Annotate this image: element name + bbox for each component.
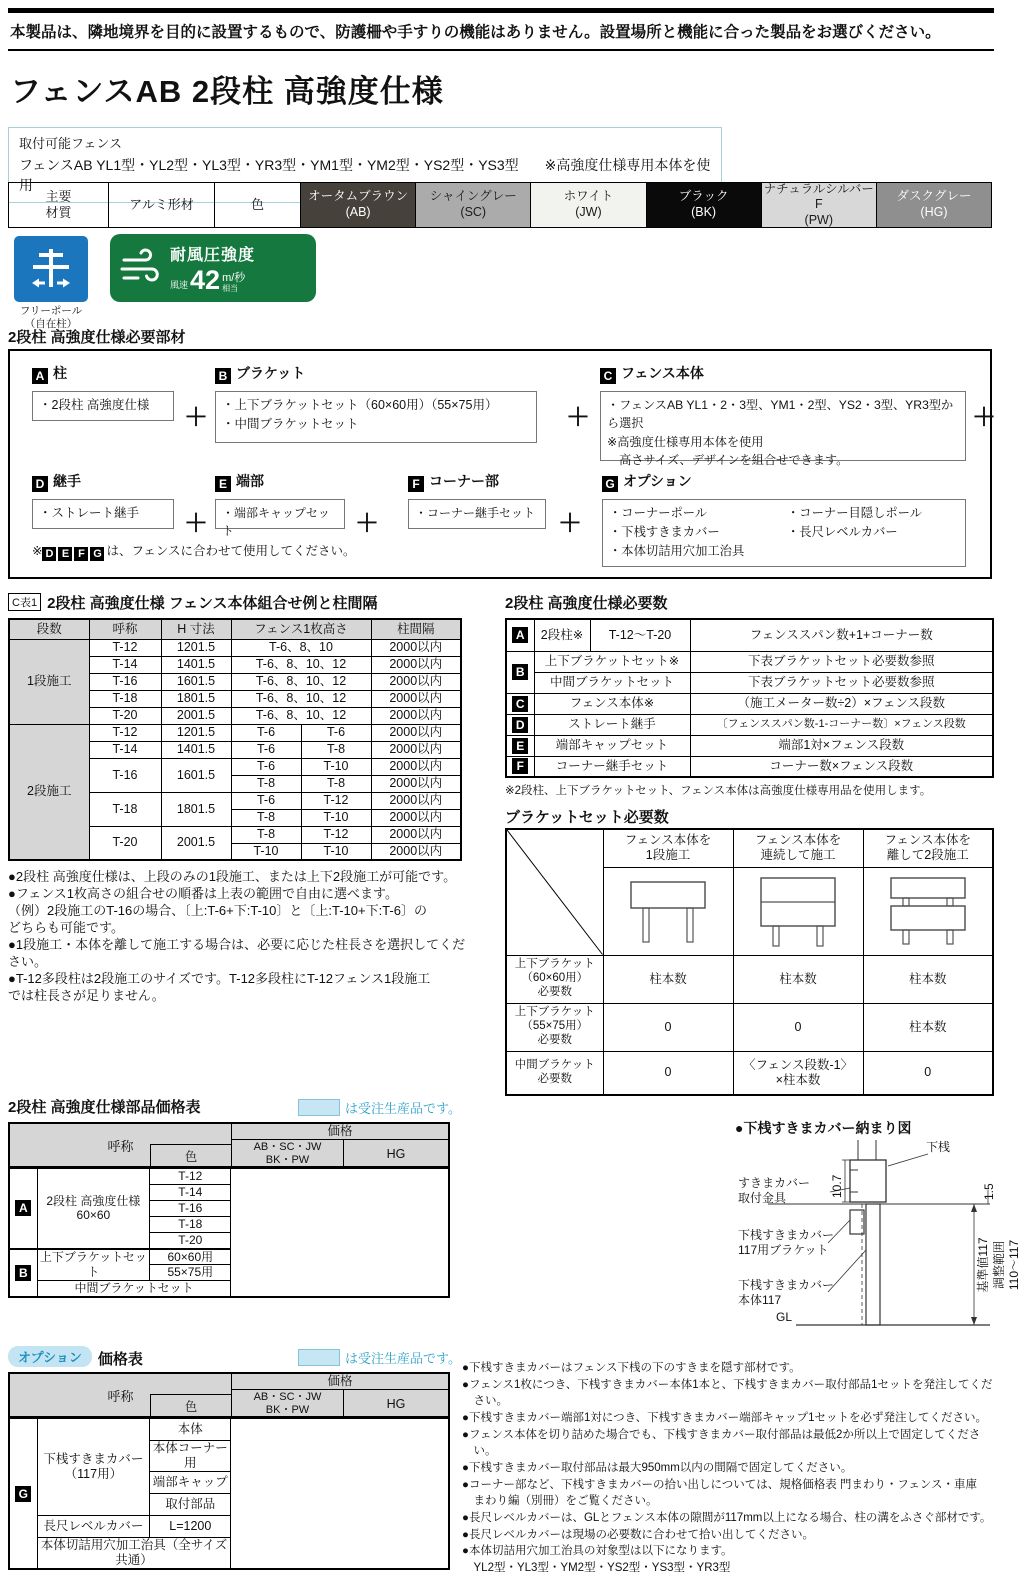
table-cell: 1401.5 <box>161 656 231 673</box>
part-c-title: フェンス本体 <box>621 365 704 381</box>
table-cell: 0 <box>733 1003 863 1051</box>
compatible-fence-note: ※高強度仕様専用本体を使用 <box>19 157 711 193</box>
size-cell: 55×75用 <box>150 1265 231 1281</box>
note-item: ●下桟すきまカバー取付部品は最大950mm以内の間隔で固定してください。 <box>462 1462 853 1475</box>
table-cell: 2000以内 <box>371 673 461 690</box>
part-d-header <box>32 471 81 492</box>
table-cell: 下表ブラケットセット必要数参照 <box>690 651 993 672</box>
table-cell: 2000以内 <box>371 724 461 741</box>
part-g-item <box>602 499 966 567</box>
price-cell-empty <box>231 1419 449 1570</box>
table-cell: 2001.5 <box>161 826 231 860</box>
table-cell: T-8 <box>231 826 301 843</box>
parts-note-letter: F <box>74 547 88 561</box>
made-to-order-legend <box>298 1348 461 1367</box>
wind-prefix: 風速 <box>170 280 189 290</box>
table-cell: T-6、8、10、12 <box>231 673 371 690</box>
col-header: 呼称 <box>89 619 161 639</box>
label-mount-bracket: すきまカバー 取付金具 <box>738 1176 811 1205</box>
color-swatch-pw: ナチュラルシルバーF (PW) <box>762 183 877 227</box>
color-swatch-bk: ブラック (BK) <box>647 183 762 227</box>
letter-badge: C <box>512 696 528 712</box>
table-cell: 2000以内 <box>371 690 461 707</box>
table-cell: 2000以内 <box>371 656 461 673</box>
table-cell: 上下ブラケットセット※ <box>534 651 690 672</box>
part-c-item <box>600 391 966 467</box>
price-col-group <box>231 1374 448 1416</box>
note-item: ●下桟すきまカバー端部1対につき、下桟すきまカバー端部キャップ1セットを必ず発注してください。 <box>462 1412 988 1425</box>
option-table-header <box>8 1372 450 1418</box>
col-header: 柱間隔 <box>371 619 461 639</box>
plus-sign: ＋ <box>355 510 379 537</box>
bracket-table-title: ブラケットセット必要数 <box>505 809 669 826</box>
part-d-line: ・ストレート継手 <box>39 506 140 520</box>
note-item: ●長尺レベルカバーは現場の必要数に合わせて拾い出してください。 <box>462 1528 814 1541</box>
part-a-item <box>32 391 174 421</box>
product-name: 本体切詰用穴加工治具（全サイズ共通） <box>37 1538 231 1570</box>
name-col-header: 呼称 <box>107 1138 134 1154</box>
table-cell: T-16 <box>89 673 161 690</box>
col-header: フェンス1枚高さ <box>231 619 371 639</box>
part-c-line2: ※高強度仕様専用本体を使用 <box>607 434 764 449</box>
fence-diagram-continuous <box>733 867 863 955</box>
part-g-option: ・長尺レベルカバー <box>787 525 898 540</box>
part-f-item <box>408 499 546 529</box>
table-cell: 2000以内 <box>371 809 461 826</box>
color-label: 色 <box>215 183 301 227</box>
wind-title: 耐風圧強度 <box>170 247 256 264</box>
table-cell: T-18 <box>89 792 161 826</box>
note-item: ●2段柱 高強度仕様は、上段のみの1段施工、または上下2段施工が可能です。 <box>8 869 457 884</box>
gap-cover-diagram-title: ●下桟すきまカバー納まり図 <box>735 1120 912 1136</box>
letter-badge: F <box>512 758 528 774</box>
table-cell: 下表ブラケットセット必要数参照 <box>690 672 993 693</box>
group-label: 1段施工 <box>9 639 89 724</box>
size-cell: T-12 <box>150 1169 231 1185</box>
plus-sign: ＋ <box>184 510 208 537</box>
col-header: フェンス本体を 連続して施工 <box>733 829 863 867</box>
letter-badge: D <box>512 717 528 733</box>
part-e-header <box>215 471 264 492</box>
part-b-line2: ・中間ブラケットセット <box>222 416 359 431</box>
color-swatch-ab: オータムブラウン (AB) <box>301 183 416 227</box>
material-label: 主要 材質 <box>9 183 109 227</box>
option-badge: オプション <box>8 1346 92 1367</box>
parts-note-letter: D <box>42 547 56 561</box>
diagonal-line <box>507 830 603 955</box>
table-cell: T-20 <box>89 826 161 860</box>
table-cell: フェンススパン数+1+コーナー数 <box>690 619 993 651</box>
table-cell: 中間ブラケットセット <box>534 672 690 693</box>
wind-suffix: 相当 <box>222 284 239 293</box>
table-cell: 柱本数 <box>863 955 993 1003</box>
part-f-header <box>408 471 499 492</box>
material-color-table <box>8 182 992 228</box>
letter-badge: A <box>512 627 528 643</box>
size-cell: 60×60用 <box>150 1249 231 1265</box>
col-header: 段数 <box>9 619 89 639</box>
part-c-line3: 高さサイズ、デザインを組合せできます。 <box>607 452 849 467</box>
product-name: 長尺レベルカバー <box>37 1516 150 1538</box>
table-cell: 1401.5 <box>161 741 231 758</box>
dim-1-5: 1.5 <box>982 1183 996 1200</box>
legend-swatch <box>298 1099 340 1116</box>
product-name: 中間ブラケットセット <box>37 1281 231 1297</box>
bottom-notes <box>462 1360 996 1577</box>
table-cell: 柱本数 <box>603 955 733 1003</box>
col-header: フェンス本体を 1段施工 <box>603 829 733 867</box>
dim-10-7: 10.7 <box>830 1174 844 1198</box>
option-title-text: 価格表 <box>97 1351 143 1368</box>
price-table-header <box>8 1122 450 1168</box>
table-cell: T-12 <box>301 826 371 843</box>
made-to-order-legend <box>298 1098 461 1117</box>
table-cell: 1801.5 <box>161 792 231 826</box>
combo-table-tag: C表1 <box>8 593 41 611</box>
part-a-letter: A <box>32 368 48 384</box>
part-b-item <box>215 391 537 443</box>
fence-single-icon <box>613 872 723 950</box>
fence-diagram-single <box>603 867 733 955</box>
note-item: ●フェンス1枚高さの組合せの順番は上表の範囲で自由に選べます。 （例）2段施工のT-16の場合、〔上:T-6+下:T-10〕と〔上:T-10+下:T-6〕の どちらも可能です。 <box>8 886 427 936</box>
size-cell: T-16 <box>150 1201 231 1217</box>
table-cell: T-14 <box>89 656 161 673</box>
note-item: ●T-12多段柱は2段施工のサイズです。T-12多段柱にT-12フェンス1段施工 では柱長さが足りません。 <box>8 971 431 1004</box>
fence-continuous-icon <box>743 872 853 950</box>
letter-badge: E <box>512 738 528 754</box>
row-label: 上下ブラケット （60×60用） 必要数 <box>506 955 603 1003</box>
size-cell: 本体コーナー用 <box>150 1441 231 1472</box>
part-a-line: ・2段柱 高強度仕様 <box>39 398 150 412</box>
part-g-letter: G <box>602 476 618 492</box>
part-b-letter: B <box>215 368 231 384</box>
price-col1-header: AB・SC・JW BK・PW <box>232 1390 344 1417</box>
price-col2-header: HG <box>386 1396 406 1411</box>
row-letter-cell <box>506 756 534 777</box>
parts-note-text: は、フェンスに合わせて使用してください。 <box>106 544 356 558</box>
letter-badge: A <box>15 1200 31 1216</box>
price-cell-empty <box>231 1169 449 1297</box>
price-table-body <box>8 1168 450 1298</box>
table-cell: 2000以内 <box>371 843 461 860</box>
table-cell: T-6、8、10 <box>231 639 371 656</box>
price-table-title: 2段柱 高強度仕様部品価格表 <box>8 1099 201 1116</box>
gap-cover-diagram <box>738 1140 1022 1345</box>
size-cell: T-18 <box>150 1217 231 1233</box>
note-item: ●コーナー部など、下桟すきまカバーの拾い出しについては、規格価格表 門まわり・フェンス・車庫 まわり編（別冊）をご覧ください。 <box>462 1478 977 1508</box>
part-f-line: ・コーナー継手セット <box>415 506 536 520</box>
table-cell: T-6、8、10、12 <box>231 707 371 724</box>
table-cell: フェンス本体※ <box>534 693 690 714</box>
product-name: 上下ブラケットセット <box>37 1249 150 1281</box>
parts-note-letter: G <box>90 547 104 561</box>
product-name: 2段柱 高強度仕様 60×60 <box>37 1169 150 1249</box>
row-letter-cell <box>506 735 534 756</box>
note-item: ●本体切詰用穴加工治具の対象型は以下になります。 YL2型・YL3型・YM2型・YS2型・YS3型・YR3型 <box>462 1545 733 1575</box>
part-f-letter: F <box>408 476 424 492</box>
part-d-letter: D <box>32 476 48 492</box>
table-cell: 0 <box>603 1003 733 1051</box>
parts-note-prefix: ※ <box>32 544 43 558</box>
legend-text: は受注生産品です。 <box>345 1351 461 1366</box>
table-cell: T-6 <box>231 758 301 775</box>
row-letter-cell <box>506 693 534 714</box>
table-cell: 1601.5 <box>161 673 231 690</box>
diagonal-cell <box>506 829 603 955</box>
table-cell: 〔フェンススパン数-1-コーナー数〕×フェンス段数 <box>690 714 993 735</box>
table-cell: T-6 <box>231 724 301 741</box>
table-cell: 2000以内 <box>371 758 461 775</box>
row-letter-cell <box>9 1249 37 1297</box>
table-cell: T-6、8、10、12 <box>231 690 371 707</box>
parts-note <box>32 541 356 561</box>
part-b-line1: ・上下ブラケットセット（60×60用）（55×75用） <box>222 398 498 412</box>
price-header: 価格 <box>232 1124 448 1140</box>
row-letter-cell <box>506 619 534 651</box>
name-col-header: 呼称 <box>107 1388 134 1404</box>
part-e-item <box>215 499 345 538</box>
price-header: 価格 <box>232 1374 448 1390</box>
table-cell: 0 <box>603 1051 733 1095</box>
row-letter-cell <box>506 714 534 735</box>
table-cell: T-6 <box>231 792 301 809</box>
table-cell: （施工メーター数÷2）×フェンス段数 <box>690 693 993 714</box>
compatible-fence-models: フェンスAB YL1型・YL2型・YL3型・YR3型・YM1型・YM2型・YS2型・YS3型 <box>19 157 519 173</box>
part-d-title: 継手 <box>53 473 81 489</box>
color-col-header: 色 <box>150 1394 231 1416</box>
table-cell: T-8 <box>231 775 301 792</box>
table-cell: T-16 <box>89 758 161 792</box>
parts-section-heading: 2段柱 高強度仕様必要部材 <box>8 329 186 346</box>
table-cell: 1801.5 <box>161 690 231 707</box>
table-cell: 0 <box>863 1051 993 1095</box>
part-b-header <box>215 363 305 384</box>
free-pole-badge <box>14 236 88 302</box>
table-cell: T-8 <box>301 741 371 758</box>
color-swatch-jw: ホワイト (JW) <box>531 183 646 227</box>
part-g-option: ・コーナー目隠しポール <box>787 506 923 520</box>
size-cell: T-14 <box>150 1185 231 1201</box>
free-pole-label: フリーポール （自在柱） <box>19 305 83 331</box>
material-value: アルミ形材 <box>109 183 215 227</box>
plus-sign: ＋ <box>972 404 996 431</box>
size-cell: 端部キャップ <box>150 1472 231 1494</box>
top-notice: 本製品は、隣地境界を目的に設置するもので、防護柵や手すりの機能はありません。設置場所と機能に合った製品をお選びください。 <box>8 8 994 51</box>
parts-box <box>8 349 996 579</box>
letter-badge: B <box>512 664 528 680</box>
part-a-header <box>32 363 67 384</box>
plus-sign: ＋ <box>184 404 208 431</box>
note-item: ●フェンス1枚につき、下桟すきまカバー本体1本と、下桟すきまカバー取付部品1セットを発注してください。 <box>462 1378 993 1408</box>
combo-table <box>8 618 462 861</box>
part-e-letter: E <box>215 476 231 492</box>
table-cell: T-12 <box>301 792 371 809</box>
part-e-line: ・端部キャップセット <box>222 506 330 538</box>
letter-badge: G <box>15 1486 31 1502</box>
fence-separated-icon <box>873 872 983 950</box>
table-cell: 1601.5 <box>161 758 231 792</box>
table-cell: T-6 <box>231 741 301 758</box>
color-swatch-sc: シャイングレー (SC) <box>416 183 531 227</box>
label-adjust-range: 基準値117 調整範囲 110～117 <box>976 1237 1022 1293</box>
letter-badge: B <box>15 1265 31 1281</box>
col-header: H 寸法 <box>161 619 231 639</box>
fence-diagram-separated <box>863 867 993 955</box>
price-col2-header: HG <box>386 1146 406 1161</box>
part-g-title: オプション <box>623 473 692 489</box>
requirements-title: 2段柱 高強度仕様必要数 <box>505 595 668 612</box>
label-gl: GL <box>776 1310 793 1324</box>
note-item: ●長尺レベルカバーは、GLとフェンス本体の隙間が117mm以上になる場合、柱の溝をふさぐ部材です。 <box>462 1512 992 1525</box>
part-f-title: コーナー部 <box>429 473 499 489</box>
table-cell: 2000以内 <box>371 792 461 809</box>
part-c-header <box>600 363 704 384</box>
row-letter-cell <box>9 1169 37 1249</box>
option-table-title <box>8 1346 143 1369</box>
table-cell: T-10 <box>231 843 301 860</box>
table-cell: T-12 <box>89 724 161 741</box>
requirements-note: ※2段柱、上下ブラケットセット、フェンス本体は高強度仕様専用品を使用します。 <box>505 785 932 797</box>
plus-sign: ＋ <box>566 404 590 431</box>
group-label: 2段施工 <box>9 724 89 860</box>
table-cell: 柱本数 <box>863 1003 993 1051</box>
table-cell: T-20 <box>89 707 161 724</box>
table-cell: T-18 <box>89 690 161 707</box>
part-g-option: ・本体切詰用穴加工治具 <box>609 544 745 559</box>
table-cell: 2001.5 <box>161 707 231 724</box>
col-header: フェンス本体を 離して2段施工 <box>863 829 993 867</box>
row-letter-cell <box>506 651 534 693</box>
size-cell: T-20 <box>150 1233 231 1249</box>
requirements-table <box>505 618 994 778</box>
table-cell: 端部1対×フェンス段数 <box>690 735 993 756</box>
table-cell: 2000以内 <box>371 639 461 656</box>
table-cell: ストレート継手 <box>534 714 690 735</box>
table-cell: 2000以内 <box>371 826 461 843</box>
parts-note-letter: E <box>58 547 72 561</box>
table-cell: 端部キャップセット <box>534 735 690 756</box>
table-cell: T-8 <box>231 809 301 826</box>
size-cell: 本体 <box>150 1419 231 1441</box>
page-title: フェンスAB 2段柱 高強度仕様 <box>10 74 444 109</box>
table-cell: 2000以内 <box>371 741 461 758</box>
table-cell: 柱本数 <box>733 955 863 1003</box>
table-cell: 1201.5 <box>161 724 231 741</box>
table-cell: 〈フェンス段数-1〉 ×柱本数 <box>733 1051 863 1095</box>
part-c-line1: ・フェンスAB YL1・2・3型、YM1・2型、YS2・3型、YR3型から選択 <box>607 398 954 431</box>
table-cell: 2000以内 <box>371 707 461 724</box>
product-name: 下桟すきまカバー （117用） <box>37 1419 150 1516</box>
table-cell: 2段柱※ <box>534 619 590 651</box>
row-letter-cell <box>9 1419 37 1570</box>
note-item: ●1段施工・本体を離して施工する場合は、必要に応じた柱長さを選択してください。 <box>8 937 466 970</box>
color-col-header: 色 <box>150 1144 231 1166</box>
combo-table-title <box>8 592 378 613</box>
label-cover-body: 下桟すきまカバー 本体117 <box>738 1278 835 1307</box>
bracket-table <box>505 828 994 1096</box>
table-cell: T-14 <box>89 741 161 758</box>
size-cell: 取付部品 <box>150 1494 231 1516</box>
note-item: ●下桟すきまカバーはフェンス下桟の下のすきまを隠す部材です。 <box>462 1362 801 1374</box>
label-bottom-rail: 下桟 <box>926 1140 951 1154</box>
label-cover-bracket: 下桟すきまカバー 117用ブラケット <box>738 1228 835 1257</box>
table-cell: T-8 <box>301 775 371 792</box>
table-cell: コーナー数×フェンス段数 <box>690 756 993 777</box>
table-cell: T-10 <box>301 758 371 775</box>
table-cell: 2000以内 <box>371 775 461 792</box>
part-g-option: ・コーナーポール <box>609 506 708 520</box>
part-a-title: 柱 <box>53 365 67 381</box>
option-table-body <box>8 1418 450 1570</box>
legend-swatch <box>298 1349 340 1366</box>
legend-text: は受注生産品です。 <box>345 1101 461 1116</box>
table-cell: 1201.5 <box>161 639 231 656</box>
part-d-item <box>32 499 174 529</box>
free-pole-icon <box>28 245 74 293</box>
row-label: 中間ブラケット 必要数 <box>506 1051 603 1095</box>
price-col1-header: AB・SC・JW BK・PW <box>232 1140 344 1167</box>
table-cell: T-6、8、10、12 <box>231 656 371 673</box>
combo-notes <box>8 868 468 1004</box>
combo-table-title-text: 2段柱 高強度仕様 フェンス本体組合せ例と柱間隔 <box>47 595 378 612</box>
part-b-title: ブラケット <box>236 365 306 381</box>
table-cell: コーナー継手セット <box>534 756 690 777</box>
plus-sign: ＋ <box>558 510 582 537</box>
table-cell: T-6 <box>301 724 371 741</box>
size-cell: L=1200 <box>150 1516 231 1538</box>
compatible-fence-heading: 取付可能フェンス <box>19 136 122 151</box>
table-cell: T-10 <box>301 809 371 826</box>
price-col-group <box>231 1124 448 1166</box>
part-c-letter: C <box>600 368 616 384</box>
part-g-option: ・下桟すきまカバー <box>609 525 720 540</box>
wind-icon <box>120 248 162 288</box>
table-cell: T-12～T-20 <box>590 619 690 651</box>
wind-resistance-badge <box>110 234 316 302</box>
color-swatch-hg: ダスクグレー (HG) <box>877 183 991 227</box>
wind-value: 42 <box>190 265 221 295</box>
row-label: 上下ブラケット （55×75用） 必要数 <box>506 1003 603 1051</box>
part-g-header <box>602 471 692 492</box>
wind-unit: m/秒 <box>222 272 246 284</box>
part-e-title: 端部 <box>236 473 264 489</box>
table-cell: T-10 <box>301 843 371 860</box>
table-cell: T-12 <box>89 639 161 656</box>
note-item: ●フェンス本体を切り詰めた場合でも、下桟すきまカバー取付部品は最低2か所以上で固定してください。 <box>462 1428 981 1458</box>
